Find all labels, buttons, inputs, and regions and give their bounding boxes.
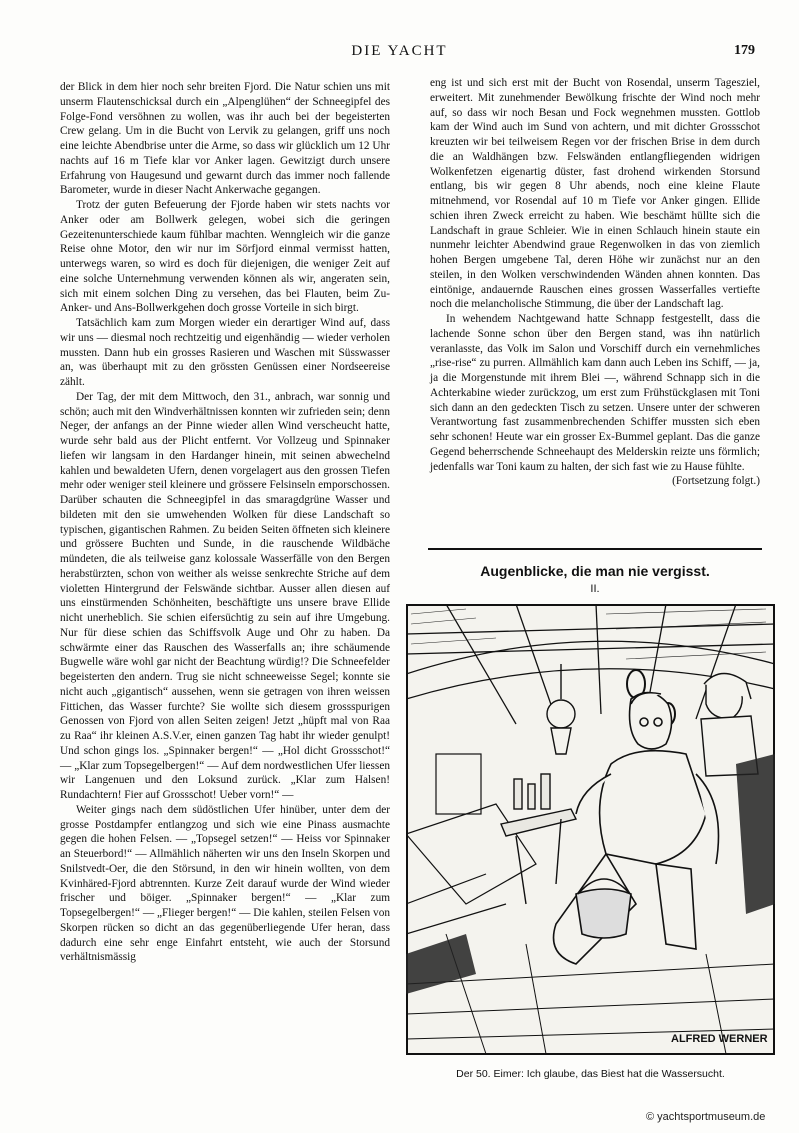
cabin-cartoon-illustration	[406, 604, 775, 1055]
page-number: 179	[734, 43, 755, 58]
paragraph-text: In wehendem Nachtgewand hatte Schnapp festgestellt, dass die lachende Sonne schon über den Bergen stand, was ihn natürlich veranlasste, das Volk im Salon und Vorschiff durch ein vernehmliches „rise-rise“ zu purren. Allmählich kam dann auch Leben ins Schiff, — ja, ja die Morgenstunde mit ihrem Blei —, während Schnapp sich in die Achterkabine wieder zurückzog, um erst zum Frühstückglasen mit Toni sich dann an den gedeckten Tisch zu setzen. Unsere unter der schweren Verantwortung fast zusammenbrechenden Schiffer mussten sich eben sehr schonen! Heute war ein grosser Ex-Bummel geplant. Das die ganze Gegend beherrschende Schneehaupt des Melderskin reizte uns förmlich; jedenfalls war Toni kaum zu halten, der sich fast wie zu Hause fühlte.	[430, 313, 760, 473]
illustration-title: Augenblicke, die man nie vergisst.	[480, 563, 710, 579]
section-divider	[428, 548, 762, 550]
watermark: © yachtsportmuseum.de	[646, 1111, 766, 1123]
illustration-number: II.	[590, 583, 600, 595]
paragraph	[430, 312, 760, 489]
paragraph: Weiter gings nach dem südöstlichen Ufer hinüber, unter dem der grosse Postdampfer entlangzog und sich wie eine Pinass ausmachte gegen die hohen Felsen. — „Topsegel setzen!“ — Heiss vor Spinnaker an Steuerbord!“ — Allmählich näherten wir uns den Inseln Skorpen und Snilstvedt-Oer, die den Störsund, in den wir hinein wollten, von dem Kvinhäred-Fjord abtrennten. Kurze Zeit darauf wurde der Wind wieder frischer und böiger. „Spinnaker bergen!“ — „Klar zum Topsegelbergen!“ — „Flieger bergen!“ — Die kahlen, steilen Felsen von Skorpen rücken so dicht an das gegenüberliegende Ufer heran, dass dadurch eine sehr enge Einfahrt entsteht, wie auch der Storsund verhältnismässig	[60, 803, 390, 964]
illustration-caption: Der 50. Eimer: Ich glaube, das Biest hat die Wassersucht.	[456, 1068, 725, 1080]
running-header-title: DIE YACHT	[351, 43, 448, 59]
paragraph: Der Tag, der mit dem Mittwoch, den 31., anbrach, war sonnig und schön; auch mit den Windverhältnissen konnten wir zufrieden sein; denn Neger, der anfangs an der Pinne wieder allen Wind verscheucht hatte, wurde sehr bald aus der Plicht entfernt. Vor Vollzeug und Spinnaker liefen wir langsam in den Hardanger hinein, mit seinen abwechelnd kahlen und bewaldeten Ufern, denen vorgelagert aus den grossen Tiefen mehr oder weniger steil kleinere und grössere Felsinseln emporschossen. Darüber schauten die Schneegipfel in das smaragdgrüne Wasser und bildeten mit den sie umwehenden Wolken für diese Landschaft so typischen, gigantischen Rahmen. Zu beiden Seiten öffneten sich kleinere und grössere Buchten und Sunde, in die rauschende Wildbäche mündeten, die als teilweise ganz kolossale Wasserfälle von den Bergen herabstürzten, schon von weither als weisse senkrechte Striche auf dem violetten Hintergrund der Felswände sichtbar. Ausser allen diesen auf uns einstürmenden Schönheiten, beschäftigte uns unsere brave Ellide nicht unerheblich. Sie schien eifersüchtig zu sein auf ihre Umgebung. Nur für diese schien das Schiffsvolk Auge und Ohr zu haben. Da schwärmte einer das Rauschen des Wasserfalls an; ihre schäumende Bugwelle wäre wohl gar nicht der Beachtung würdig!? Die Schneefelder begeisterten den andern. Trug sie nicht schneeweisse Segel; konnte sie nicht auch „gigantisch“ aussehen, wenn sie getragen von ihren weissen Fittichen, das Wasser furchte? Sie wollte sich diesem grossspurigen Genossen von Fjord von allen Seiten zeigen! Jetzt „hüpft mal von Raa zu Raa“ ihr kleinen A.S.V.er, einen ganzen Tag habt ihr wieder genulpt! Und schon gings los. „Spinnaker bergen!“ — „Hol dicht Grossschot!“ — „Klar zum Topsegelbergen!“ — Auf dem nordwestlichen Ufer liessen wir Langenuen und den Loksund zurück. „Klar zum Halsen! Rundachtern! Fier auf Grossschot! Ueber vorn!“ —	[60, 390, 390, 801]
continuation-note: (Fortsetzung folgt.)	[672, 475, 760, 488]
paragraph: eng ist und sich erst mit der Bucht von Rosendal, unserm Tagesziel, erweitert. Mit zunehmender Bewölkung frischte der Wind noch mehr auf, so dass wir noch Besan und Fock wegnehmen mussten. Gottlob kam der Wind auch im Sund von achtern, und mit dichter Grossschot kreuzten wir bei teilweisem Regen vor der frischen Brise in dem durch die an Waldhängen bzw. Felswänden entlangfliegenden widrigen Wolkenfetzen eigenartig düster, fast drohend wirkenden Storsund entlang, bis wir gegen 8 Uhr abends, noch eine kleine Flaute mitnehmend, vor Rosendal auf 10 m Tiefe vor Anker gingen. Ellide schien ihren Zweck erreicht zu haben. Wie beschämt hüllte sich die Landschaft in graue Schleier. Wie in einen Schlauch hinein staute ein nunmehr leichter Abendwind graue Regenwolken in das von ziemlich hohen Bergen umgebene Tal, deren Höhe wir zunächst nur an den steilen, in den Wolken verschwindenden Wänden ahnen konnten. Das eintönige, andauernde Rauschen eines grossen Wasserfalles vertiefte noch die melancholische Stimmung, die über der Landschaft lag.	[430, 77, 760, 311]
paragraph: Tatsächlich kam zum Morgen wieder ein derartiger Wind auf, dass wir uns — diesmal noch rechtzeitig und eigenhändig — wieder verholen mussten. Dann hub ein grosses Rasieren und Waschen mit Süsswasser an, was überhaupt mit zu den grössten Genüssen einer Nordseereise zählt.	[60, 317, 390, 388]
left-text-column	[60, 80, 390, 965]
artist-signature: ALFRED WERNER	[671, 1033, 768, 1045]
paragraph: Trotz der guten Befeuerung der Fjorde haben wir stets nachts vor Anker oder am Bollwerk gelegen, wobei sich die geringen Gezeitenunterschiede kaum fühlbar machten. Wenngleich wir die ganze Reise ohne Motor, den wir nur im Sörfjord einmal vermisst hatten, unterwegs waren, so wird es doch für diejenigen, die weniger Zeit auf eine solche Unternehmung verwenden können als wir, angeraten sein, sich mit einem solchen Ding zu versehen, das bei Flauten, beim Zu-Anker- und Ans-Bollwerkgehen doch grosse Vorteile in sich birgt.	[60, 199, 390, 315]
right-text-column	[430, 76, 760, 489]
paragraph: der Blick in dem hier noch sehr breiten Fjord. Die Natur schien uns mit unserm Flautenschicksal durch ein „Alpenglühen“ der Schneegipfel des Folge-Fond versöhnen zu wollen, was ihr auch bei der begeisterten Crew gelang. Um in die Bucht von Lervik zu gelangen, griff uns noch eine leichte Abendbrise unter die Arme, so dass wir glücklich um 12 Uhr nachts auf 16 m Tiefe klar vor Anker lagen. Gewitzigt durch unsere Erfahrung von Haugesund und gewarnt durch das immer noch fallende Barometer, wurde in dieser Nacht Ankerwache gegangen.	[60, 81, 390, 197]
